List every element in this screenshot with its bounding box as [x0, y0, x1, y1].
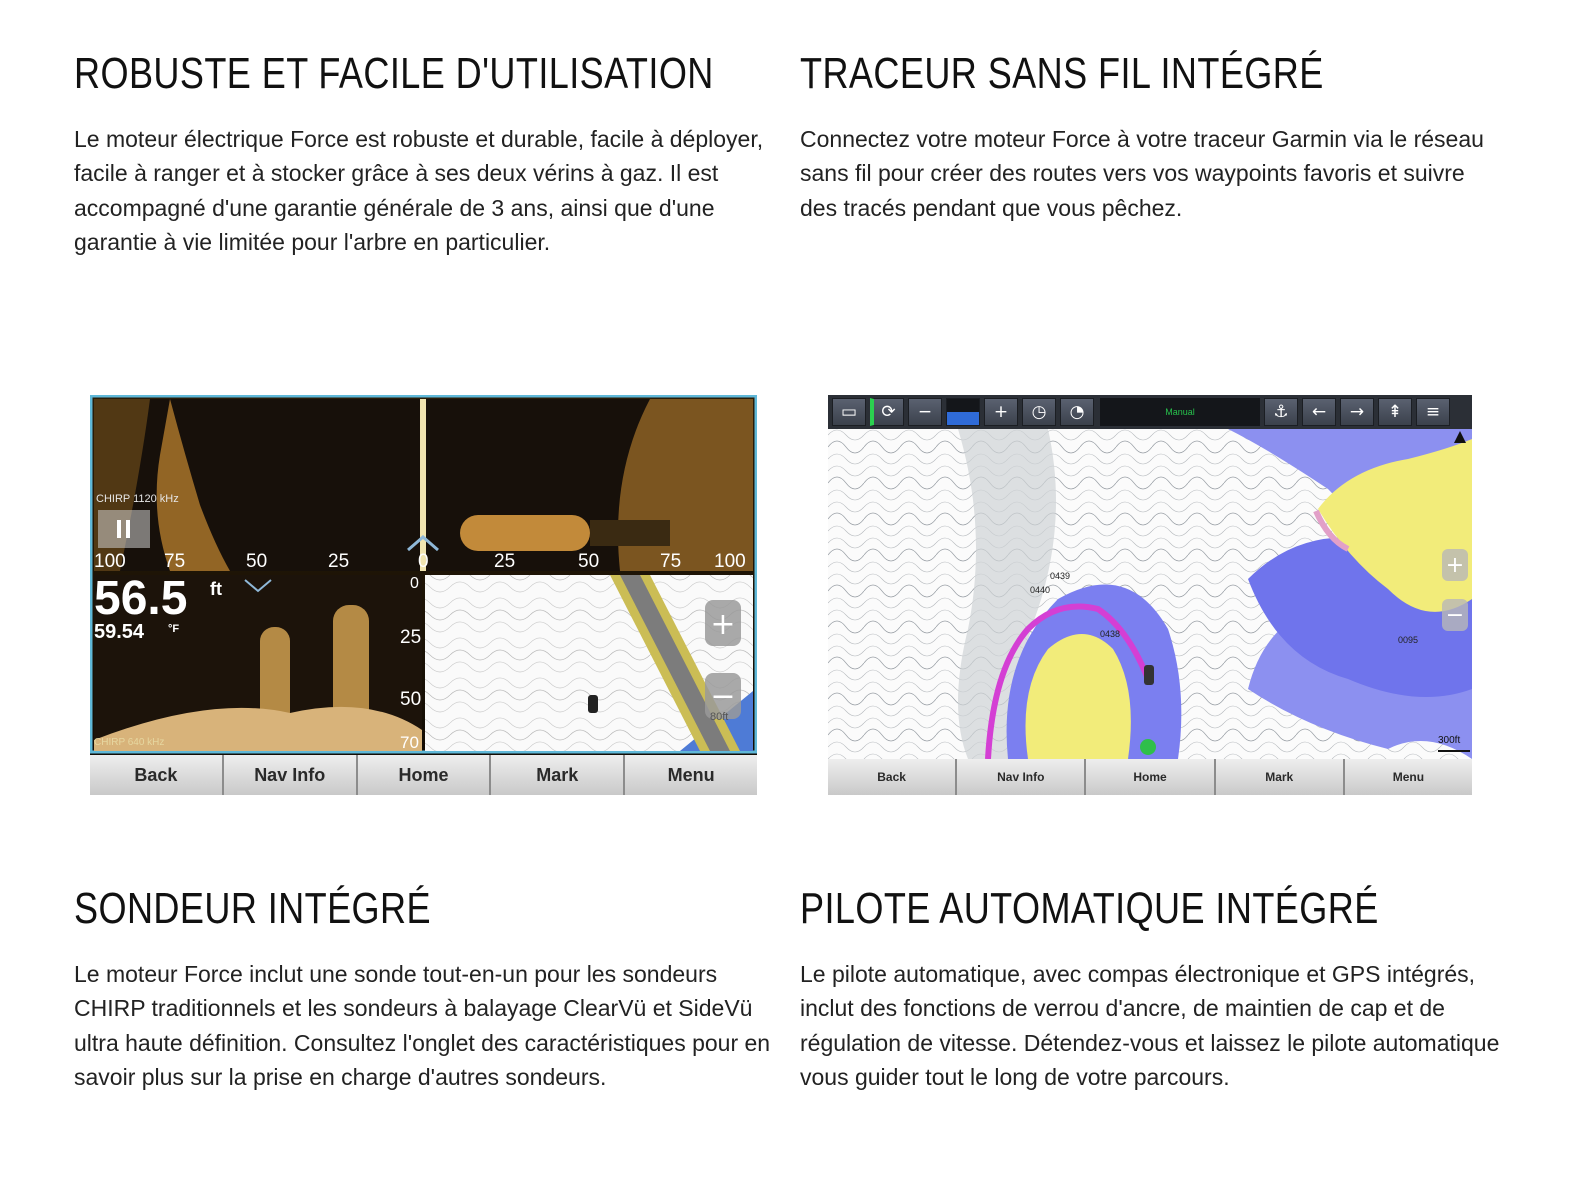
- section-plotter: [800, 48, 1500, 225]
- waypoint-label: 0438: [1100, 629, 1121, 639]
- home-button[interactable]: Home: [1086, 759, 1215, 795]
- menu-icon[interactable]: ≡: [1416, 398, 1450, 426]
- motor-icon[interactable]: ⟳: [870, 398, 904, 426]
- range-tick: 25: [328, 551, 350, 572]
- section-text: Le moteur Force inclut une sonde tout-en-un pour les sondeurs CHIRP traditionnels et les sondeurs à balayage ClearVü et SideVü ultra haute définition. Consultez l'onglet des caractéristiques pour en savoir plus sur la prise en charge d'autres sondeurs.: [74, 961, 771, 1091]
- cruise-icon[interactable]: ◷: [1022, 398, 1056, 426]
- boat-icon: [1144, 665, 1154, 685]
- nautical-chart: [828, 429, 1472, 759]
- nav-info-button[interactable]: Nav Info: [224, 755, 358, 795]
- waypoint-label: 0440: [1030, 585, 1051, 595]
- arrow-right-icon[interactable]: →: [1340, 398, 1374, 426]
- battery-icon[interactable]: ▭: [832, 398, 866, 426]
- sonar-range-ticks: [90, 551, 757, 575]
- section-sonar: [74, 883, 774, 1095]
- chart-scale-label: 300ft: [1438, 735, 1461, 746]
- mark-button[interactable]: Mark: [1216, 759, 1345, 795]
- menu-button[interactable]: Menu: [625, 755, 757, 795]
- range-tick: 0: [418, 551, 429, 572]
- section-title: TRACEUR SANS FIL INTÉGRÉ: [800, 49, 1324, 98]
- sonar-image: [90, 395, 757, 795]
- waypoint-label: 0439: [1050, 571, 1071, 581]
- autopilot-mode-label: Manual: [1100, 398, 1260, 426]
- sonar-nav-bar: [90, 755, 757, 795]
- range-tick: 75: [660, 551, 682, 572]
- plus-icon[interactable]: +: [984, 398, 1018, 426]
- back-button[interactable]: Back: [828, 759, 957, 795]
- chirp-frequency-label: CHIRP 640 kHz: [94, 737, 165, 748]
- mark-button[interactable]: Mark: [491, 755, 625, 795]
- sidevu-frequency-label: CHIRP 1120 kHz: [96, 493, 179, 505]
- range-tick: 50: [578, 551, 600, 572]
- boat-icon: [588, 695, 598, 713]
- depth-unit: ft: [210, 579, 222, 599]
- zoom-in-icon[interactable]: +: [710, 607, 736, 642]
- depth-scale-label: 25: [400, 627, 422, 648]
- depth-scale-label: 50: [400, 689, 422, 710]
- chartplotter-screenshot: [828, 395, 1472, 795]
- minus-icon[interactable]: −: [908, 398, 942, 426]
- zoom-in-icon[interactable]: +: [1445, 553, 1465, 578]
- menu-button[interactable]: Menu: [1345, 759, 1472, 795]
- section-text: Le moteur électrique Force est robuste et durable, facile à déployer, facile à ranger et à stocker grâce à ses deux vérins à gaz. Il est accompagné d'une garantie générale de 3 ans, ainsi que d'une garantie à vie limitée pour l'arbre en particulier.: [74, 126, 764, 256]
- range-tick: 75: [164, 551, 186, 572]
- back-button[interactable]: Back: [90, 755, 224, 795]
- range-tick: 50: [246, 551, 268, 572]
- range-tick: 25: [494, 551, 516, 572]
- speed-icon[interactable]: ◔: [1060, 398, 1094, 426]
- home-button[interactable]: Home: [358, 755, 492, 795]
- zoom-out-icon[interactable]: −: [710, 679, 736, 714]
- anchor-icon[interactable]: ⚓: [1264, 398, 1298, 426]
- temperature-unit: °F: [168, 623, 180, 635]
- heading-icon[interactable]: ⇞: [1378, 398, 1412, 426]
- autopilot-toolbar: [828, 395, 1472, 429]
- range-tick: 100: [94, 551, 126, 572]
- depth-scale-label: 70: [400, 733, 419, 752]
- map-scale-label: 80ft: [710, 711, 729, 723]
- speed-level-icon: [946, 398, 980, 426]
- depth-readout: 56.5: [94, 572, 188, 625]
- range-tick: 100: [714, 551, 746, 572]
- pause-button[interactable]: [98, 510, 150, 548]
- home-waypoint-icon: [1140, 739, 1156, 755]
- section-text: Le pilote automatique, avec compas électronique et GPS intégrés, inclut des fonctions de verrou d'ancre, de maintien de cap et de régulation de vitesse. Détendez-vous et laissez le pilote automatique vous guider tout le long de votre parcours.: [800, 961, 1500, 1091]
- section-robust: [74, 48, 774, 260]
- zoom-out-icon[interactable]: −: [1445, 603, 1465, 628]
- sonar-screenshot: [90, 395, 757, 795]
- nav-info-button[interactable]: Nav Info: [957, 759, 1086, 795]
- arrow-left-icon[interactable]: ←: [1302, 398, 1336, 426]
- section-title: PILOTE AUTOMATIQUE INTÉGRÉ: [800, 884, 1379, 933]
- chart-nav-bar: [828, 759, 1472, 795]
- water-temperature: 59.54: [94, 621, 145, 643]
- section-text: Connectez votre moteur Force à votre traceur Garmin via le réseau sans fil pour créer des routes vers vos waypoints favoris et suivre des tracés pendant que vous pêchez.: [800, 126, 1484, 221]
- section-autopilot: [800, 883, 1500, 1095]
- waypoint-label: 0095: [1398, 635, 1419, 645]
- section-title: ROBUSTE ET FACILE D'UTILISATION: [74, 49, 714, 98]
- depth-scale-label: 0: [410, 575, 419, 592]
- section-title: SONDEUR INTÉGRÉ: [74, 884, 431, 933]
